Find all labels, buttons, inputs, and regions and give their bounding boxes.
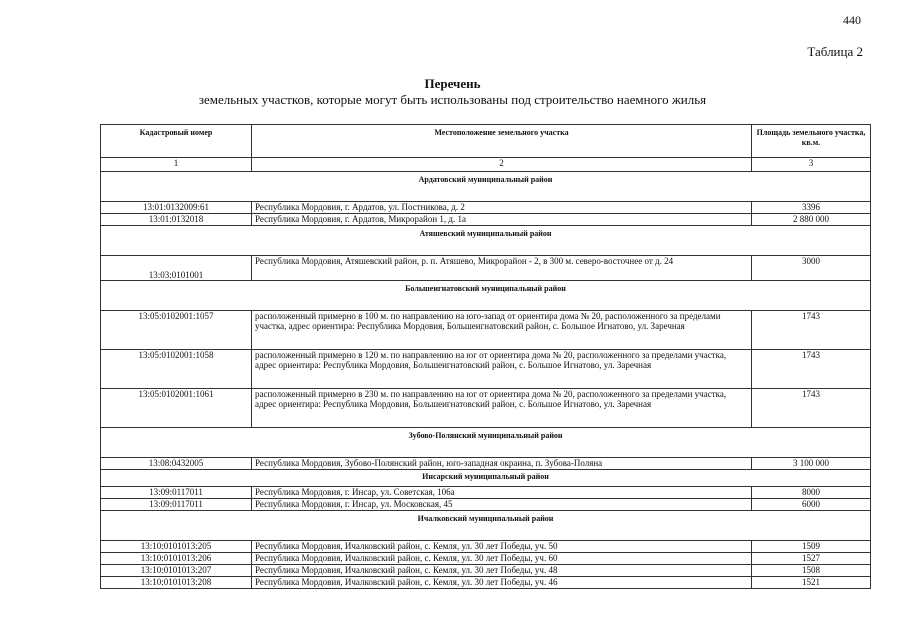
district-name: Зубово-Полянский муниципальный район <box>101 428 871 458</box>
district-name: Ичалковский муниципальный район <box>101 511 871 541</box>
district-name: Большеигнатовский муниципальный район <box>101 281 871 311</box>
plot-area: 6000 <box>752 499 871 511</box>
plot-location: Республика Мордовия, Ичалковский район, с. Кемля, ул. 30 лет Победы, уч. 46 <box>252 577 752 589</box>
district-name: Ардатовский муниципальный район <box>101 172 871 202</box>
district-header-row <box>101 226 871 256</box>
table-row <box>101 487 871 499</box>
plot-location: расположенный примерно в 100 м. по направлению на юго-запад от ориентира дома № 20, расположенного за пределами участка, адрес ориентира: Республика Мордовия, Большеигнатовский район, с. Большое Игнатово, ул. Заречная <box>252 311 752 350</box>
plot-location: расположенный примерно в 120 м. по направлению на юг от ориентира дома № 20, расположенного за пределами участка, адрес ориентира: Республика Мордовия, Большеигнатовский район, с. Большое Игнатово, ул. Заречная <box>252 350 752 389</box>
plot-location: расположенный примерно в 230 м. по направлению на юг от ориентира дома № 20, расположенного за пределами участка, адрес ориентира: Республика Мордовия, Большеигнатовский район, с. Большое Игнатово, ул. Заречная <box>252 389 752 428</box>
column-number-row <box>101 158 871 172</box>
table-row <box>101 553 871 565</box>
plot-area: 1743 <box>752 350 871 389</box>
column-number: 2 <box>252 158 752 172</box>
cadastral-number: 13:05:0102001:1057 <box>101 311 252 350</box>
cadastral-number: 13:09:0117011 <box>101 499 252 511</box>
table-row <box>101 202 871 214</box>
plot-location: Республика Мордовия, Атяшевский район, р. п. Атяшево, Микрорайон - 2, в 300 м. северо-восточнее от д. 24 <box>252 256 752 281</box>
header-area: Площадь земельного участка, кв.м. <box>752 125 871 158</box>
table-row <box>101 499 871 511</box>
plot-area: 1743 <box>752 389 871 428</box>
header-cadastral-number: Кадастровый номер <box>101 125 252 158</box>
plot-location: Республика Мордовия, г. Ардатов, Микрорайон 1, д. 1а <box>252 214 752 226</box>
cadastral-number: 13:03:0101001 <box>101 256 252 281</box>
cadastral-number: 13:08:0432005 <box>101 458 252 470</box>
table-row <box>101 311 871 350</box>
plot-location: Республика Мордовия, г. Инсар, ул. Московская, 45 <box>252 499 752 511</box>
land-plots-table <box>100 124 871 589</box>
district-name: Инсарский муниципальный район <box>101 470 871 487</box>
plot-area: 1527 <box>752 553 871 565</box>
plot-area: 8000 <box>752 487 871 499</box>
table-label: Таблица 2 <box>807 44 863 59</box>
plot-area: 3000 <box>752 256 871 281</box>
cadastral-number: 13:09:0117011 <box>101 487 252 499</box>
plot-area: 1521 <box>752 577 871 589</box>
document-title: Перечень <box>424 76 481 91</box>
cadastral-number: 13:01:0132018 <box>101 214 252 226</box>
district-header-row <box>101 172 871 202</box>
column-number: 1 <box>101 158 252 172</box>
table-row <box>101 565 871 577</box>
district-name: Атяшевский муниципальный район <box>101 226 871 256</box>
table-row <box>101 458 871 470</box>
plot-area: 3396 <box>752 202 871 214</box>
plot-location: Республика Мордовия, Ичалковский район, с. Кемля, ул. 30 лет Победы, уч. 50 <box>252 541 752 553</box>
cadastral-number: 13:10:0101013:205 <box>101 541 252 553</box>
plot-area: 3 100 000 <box>752 458 871 470</box>
page-number: 440 <box>843 13 861 27</box>
cadastral-number: 13:10:0101013:207 <box>101 565 252 577</box>
table-row <box>101 577 871 589</box>
plot-area: 1509 <box>752 541 871 553</box>
header-location: Местоположение земельного участка <box>252 125 752 158</box>
table-row <box>101 389 871 428</box>
plot-area: 1508 <box>752 565 871 577</box>
district-header-row <box>101 428 871 458</box>
cadastral-number: 13:05:0102001:1061 <box>101 389 252 428</box>
plot-location: Республика Мордовия, г. Инсар, ул. Советская, 106а <box>252 487 752 499</box>
table-row <box>101 350 871 389</box>
column-number: 3 <box>752 158 871 172</box>
plot-location: Республика Мордовия, г. Ардатов, ул. Постникова, д. 2 <box>252 202 752 214</box>
cadastral-number: 13:10:0101013:206 <box>101 553 252 565</box>
plot-location: Республика Мордовия, Зубово-Полянский район, юго-западная окраина, п. Зубова-Поляна <box>252 458 752 470</box>
plot-area: 2 880 000 <box>752 214 871 226</box>
header-row <box>101 125 871 158</box>
table-row <box>101 256 871 281</box>
plot-location: Республика Мордовия, Ичалковский район, с. Кемля, ул. 30 лет Победы, уч. 60 <box>252 553 752 565</box>
table-row <box>101 214 871 226</box>
district-header-row <box>101 470 871 487</box>
district-header-row <box>101 281 871 311</box>
cadastral-number: 13:05:0102001:1058 <box>101 350 252 389</box>
cadastral-number: 13:01:0132009:61 <box>101 202 252 214</box>
table-row <box>101 541 871 553</box>
plot-location: Республика Мордовия, Ичалковский район, с. Кемля, ул. 30 лет Победы, уч. 48 <box>252 565 752 577</box>
plot-area: 1743 <box>752 311 871 350</box>
district-header-row <box>101 511 871 541</box>
cadastral-number: 13:10:0101013:208 <box>101 577 252 589</box>
document-subtitle: земельных участков, которые могут быть использованы под строительство наемного жилья <box>198 92 707 107</box>
